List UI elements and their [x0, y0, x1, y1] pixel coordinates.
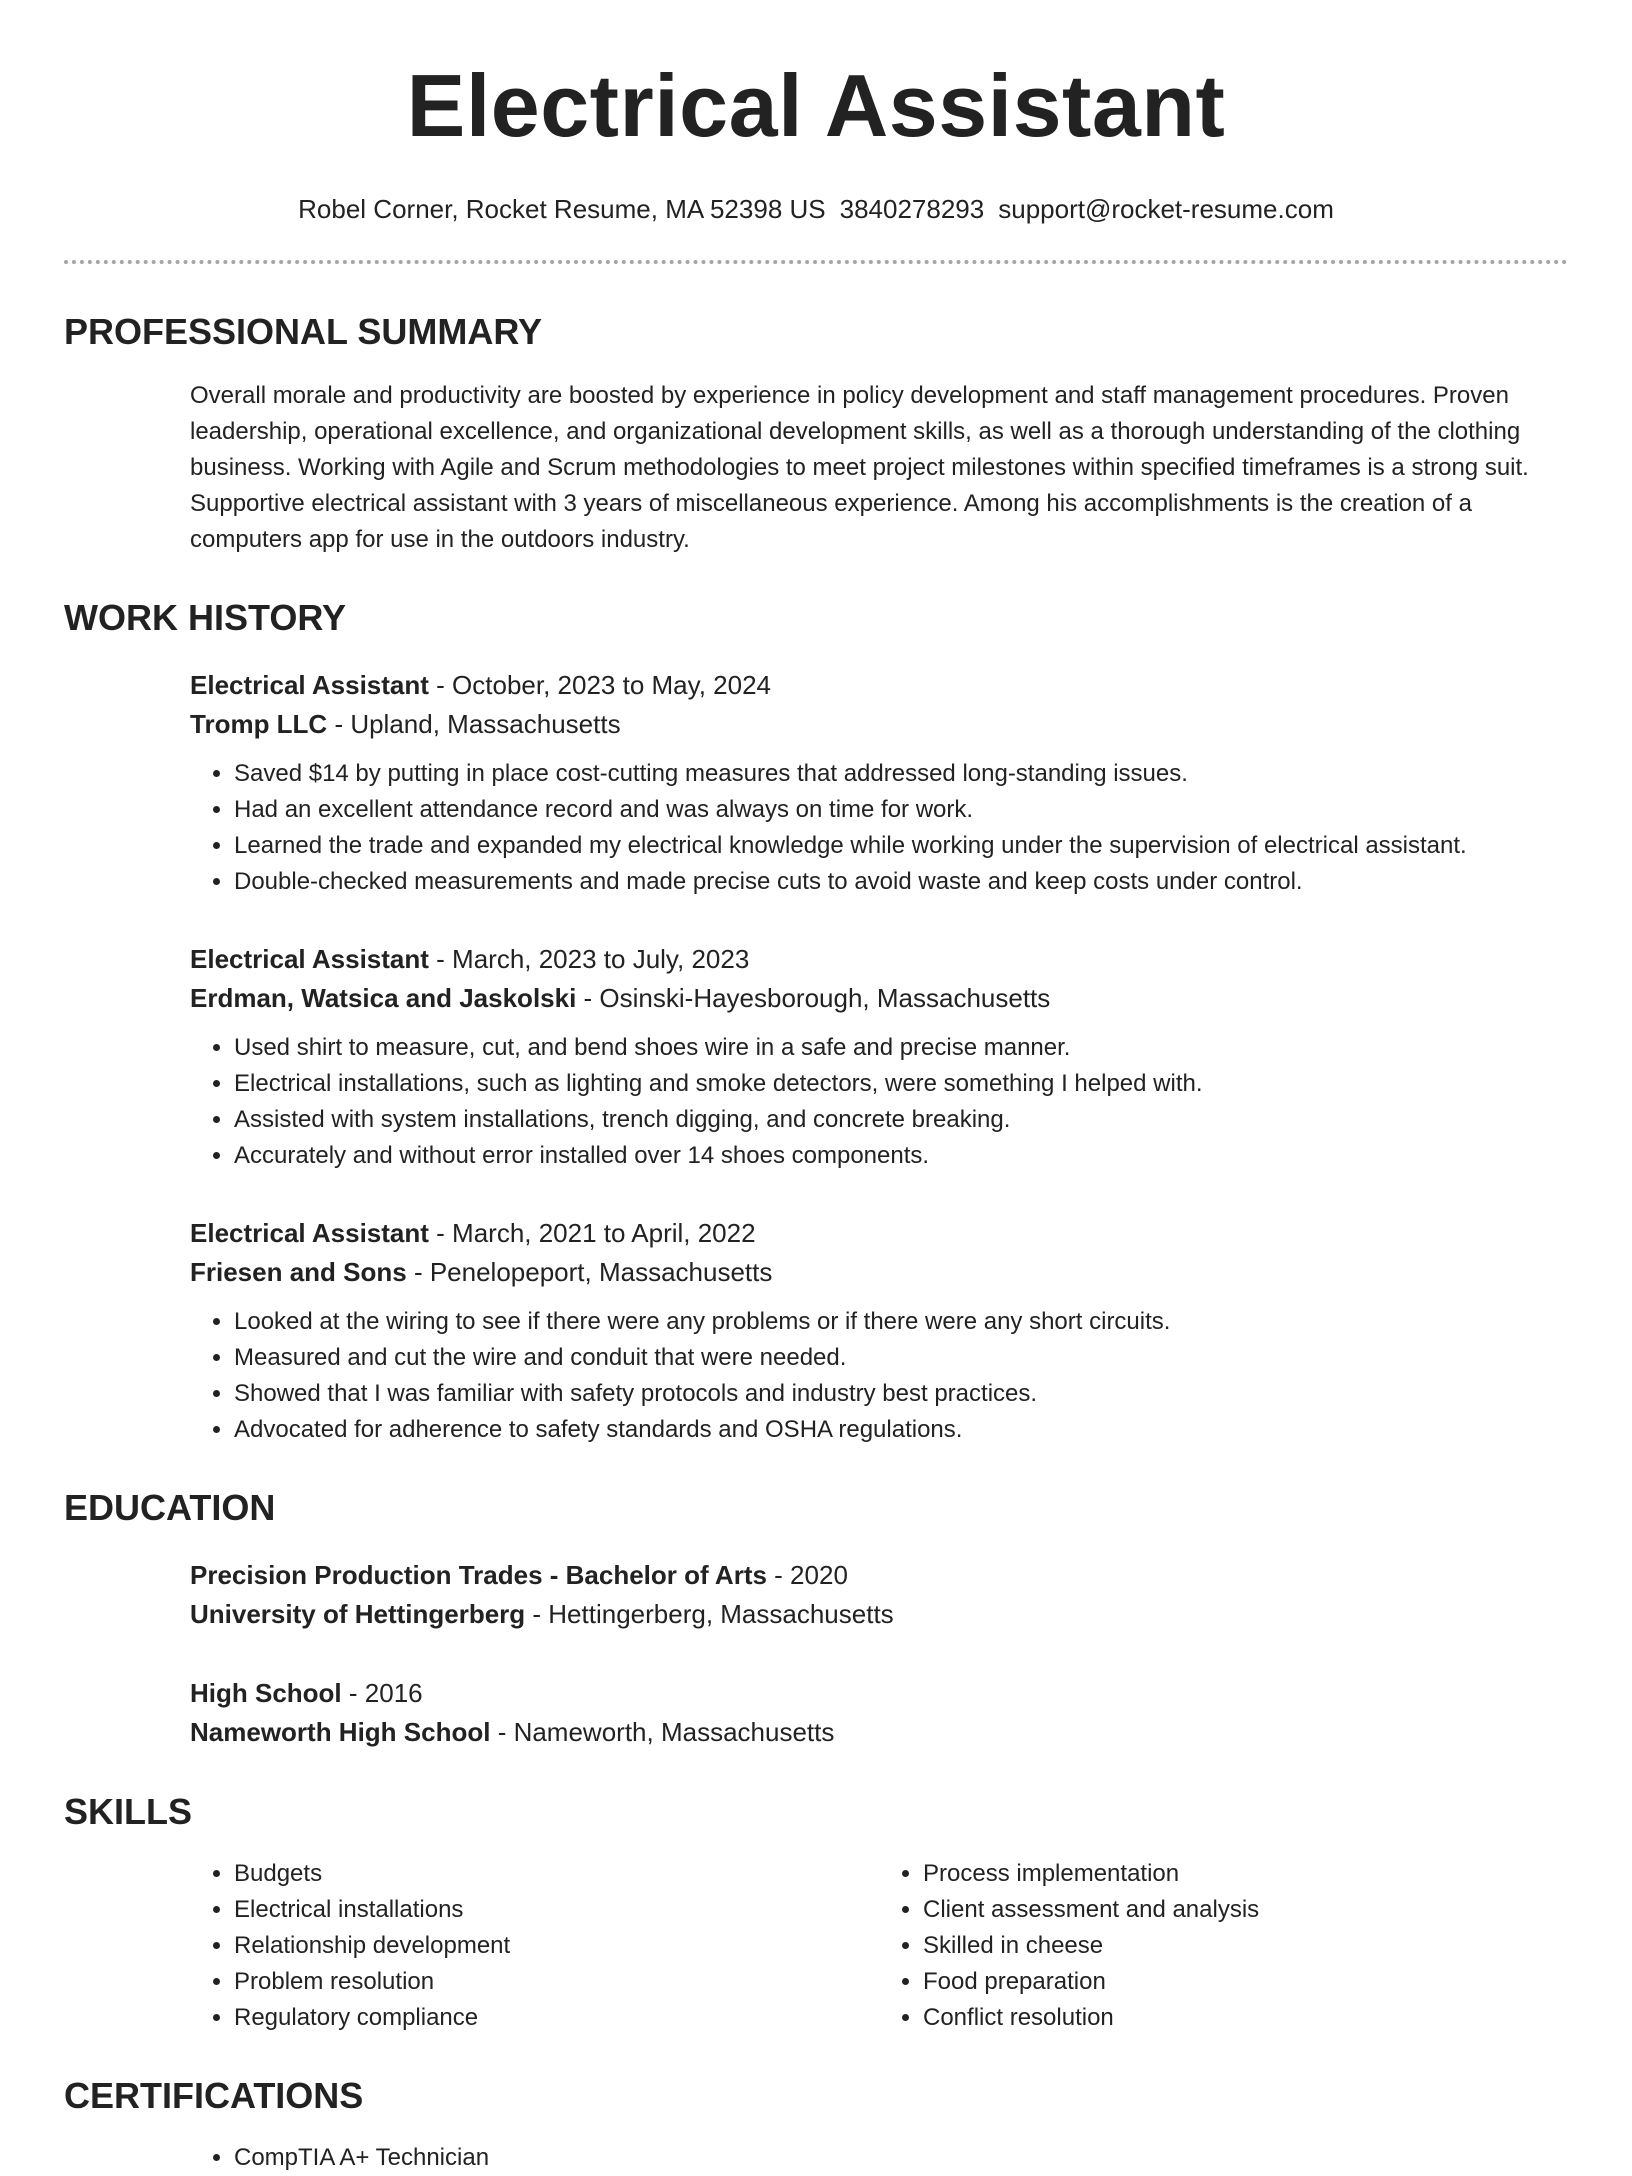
- summary-text: Overall morale and productivity are boosted by experience in policy development and staff management procedures. Proven leadership, operational excellence, and organizational development skills, as well as a thorough understanding of the clothing business. Working with Agile and Scrum methodologies to meet project milestones within specified timeframes is a strong suit. Supportive electrical assistant with 3 years of miscellaneous experience. Among his accomplishments is the creation of a computers app for use in the outdoors industry.: [190, 382, 1529, 553]
- job-entry: [190, 666, 1568, 900]
- work-heading: WORK HISTORY: [64, 597, 347, 638]
- certifications-heading: CERTIFICATIONS: [64, 2075, 364, 2116]
- contact-address: Robel Corner, Rocket Resume, MA 52398 US: [298, 194, 826, 224]
- education-section: [64, 1486, 1568, 1752]
- list-item: • Used shirt to measure, cut, and bend shoes wire in a safe and precise manner.: [234, 1030, 1568, 1066]
- education-location: - Nameworth, Massachusetts: [490, 1717, 835, 1747]
- education-degree: High School: [190, 1678, 342, 1708]
- job-entry: [190, 940, 1568, 1174]
- resume-title: Electrical Assistant: [406, 56, 1226, 155]
- skills-columns: [190, 1856, 1568, 2036]
- skills-heading: SKILLS: [64, 1791, 193, 1832]
- list-item: • Process implementation: [923, 1856, 1568, 1892]
- job-role: Electrical Assistant: [190, 670, 429, 700]
- job-title-line: [190, 940, 1568, 979]
- list-item: • Relationship development: [234, 1928, 879, 1964]
- summary-heading: PROFESSIONAL SUMMARY: [64, 311, 543, 352]
- education-degree: Precision Production Trades - Bachelor of Arts: [190, 1560, 767, 1590]
- job-company-line: [190, 1253, 1568, 1292]
- list-item: • Showed that I was familiar with safety protocols and industry best practices.: [234, 1376, 1568, 1412]
- list-item: • Double-checked measurements and made precise cuts to avoid waste and keep costs under control.: [234, 864, 1568, 900]
- education-year: - 2020: [766, 1560, 848, 1590]
- list-item: • Saved $14 by putting in place cost-cutting measures that addressed long-standing issues.: [234, 756, 1568, 792]
- education-degree-line: [190, 1556, 1568, 1595]
- education-entry: [190, 1556, 1568, 1634]
- job-company-line: [190, 705, 1568, 744]
- job-title-line: [190, 666, 1568, 705]
- list-item: • Regulatory compliance: [234, 2000, 879, 2036]
- list-item: • Measured and cut the wire and conduit that were needed.: [234, 1340, 1568, 1376]
- list-item: • Learned the trade and expanded my electrical knowledge while working under the supervision of electrical assistant.: [234, 828, 1568, 864]
- list-item: • Accurately and without error installed over 14 shoes components.: [234, 1138, 1568, 1174]
- summary-section: [64, 310, 1568, 558]
- education-school-line: [190, 1713, 1568, 1752]
- job-dates: - March, 2023 to July, 2023: [428, 944, 750, 974]
- education-entry: [190, 1674, 1568, 1752]
- certifications-body: [190, 2140, 1568, 2176]
- list-item: • Had an excellent attendance record and was always on time for work.: [234, 792, 1568, 828]
- education-location: - Hettingerberg, Massachusetts: [525, 1599, 894, 1629]
- skills-list-right: [879, 1856, 1568, 2036]
- header-divider: [64, 260, 1568, 264]
- job-company: Friesen and Sons: [190, 1257, 407, 1287]
- job-location: - Penelopeport, Massachusetts: [406, 1257, 773, 1287]
- list-item: • Looked at the wiring to see if there were any problems or if there were any short circuits.: [234, 1304, 1568, 1340]
- certifications-list: [190, 2140, 1568, 2176]
- education-school-line: [190, 1595, 1568, 1634]
- job-dates: - March, 2021 to April, 2022: [428, 1218, 756, 1248]
- education-heading: EDUCATION: [64, 1487, 276, 1528]
- job-role: Electrical Assistant: [190, 1218, 429, 1248]
- education-school: University of Hettingerberg: [190, 1599, 526, 1629]
- job-location: - Osinski-Hayesborough, Massachusetts: [576, 983, 1051, 1013]
- skills-section: [64, 1790, 1568, 2036]
- job-company-line: [190, 979, 1568, 1018]
- contact-email: support@rocket-resume.com: [998, 194, 1334, 224]
- list-item: • Advocated for adherence to safety standards and OSHA regulations.: [234, 1412, 1568, 1448]
- list-item: • Client assessment and analysis: [923, 1892, 1568, 1928]
- job-location: - Upland, Massachusetts: [327, 709, 621, 739]
- job-company: Erdman, Watsica and Jaskolski: [190, 983, 577, 1013]
- list-item: • CompTIA A+ Technician: [234, 2140, 1568, 2176]
- work-section: [64, 596, 1568, 1448]
- job-title-line: [190, 1214, 1568, 1253]
- list-item: • Problem resolution: [234, 1964, 879, 2000]
- skills-list-left: [190, 1856, 879, 2036]
- job-role: Electrical Assistant: [190, 944, 429, 974]
- contact-line: [64, 192, 1568, 226]
- list-item: • Assisted with system installations, trench digging, and concrete breaking.: [234, 1102, 1568, 1138]
- certifications-section: [64, 2074, 1568, 2176]
- job-dates: - October, 2023 to May, 2024: [428, 670, 771, 700]
- list-item: • Conflict resolution: [923, 2000, 1568, 2036]
- list-item: • Electrical installations: [234, 1892, 879, 1928]
- job-bullets: [190, 1030, 1568, 1174]
- education-year: - 2016: [341, 1678, 423, 1708]
- contact-phone: 3840278293: [839, 194, 985, 224]
- list-item: • Food preparation: [923, 1964, 1568, 2000]
- job-company: Tromp LLC: [190, 709, 328, 739]
- education-degree-line: [190, 1674, 1568, 1713]
- education-school: Nameworth High School: [190, 1717, 491, 1747]
- list-item: • Electrical installations, such as lighting and smoke detectors, were something I helped with.: [234, 1066, 1568, 1102]
- job-bullets: [190, 1304, 1568, 1448]
- job-entry: [190, 1214, 1568, 1448]
- list-item: • Budgets: [234, 1856, 879, 1892]
- list-item: • Skilled in cheese: [923, 1928, 1568, 1964]
- job-bullets: [190, 756, 1568, 900]
